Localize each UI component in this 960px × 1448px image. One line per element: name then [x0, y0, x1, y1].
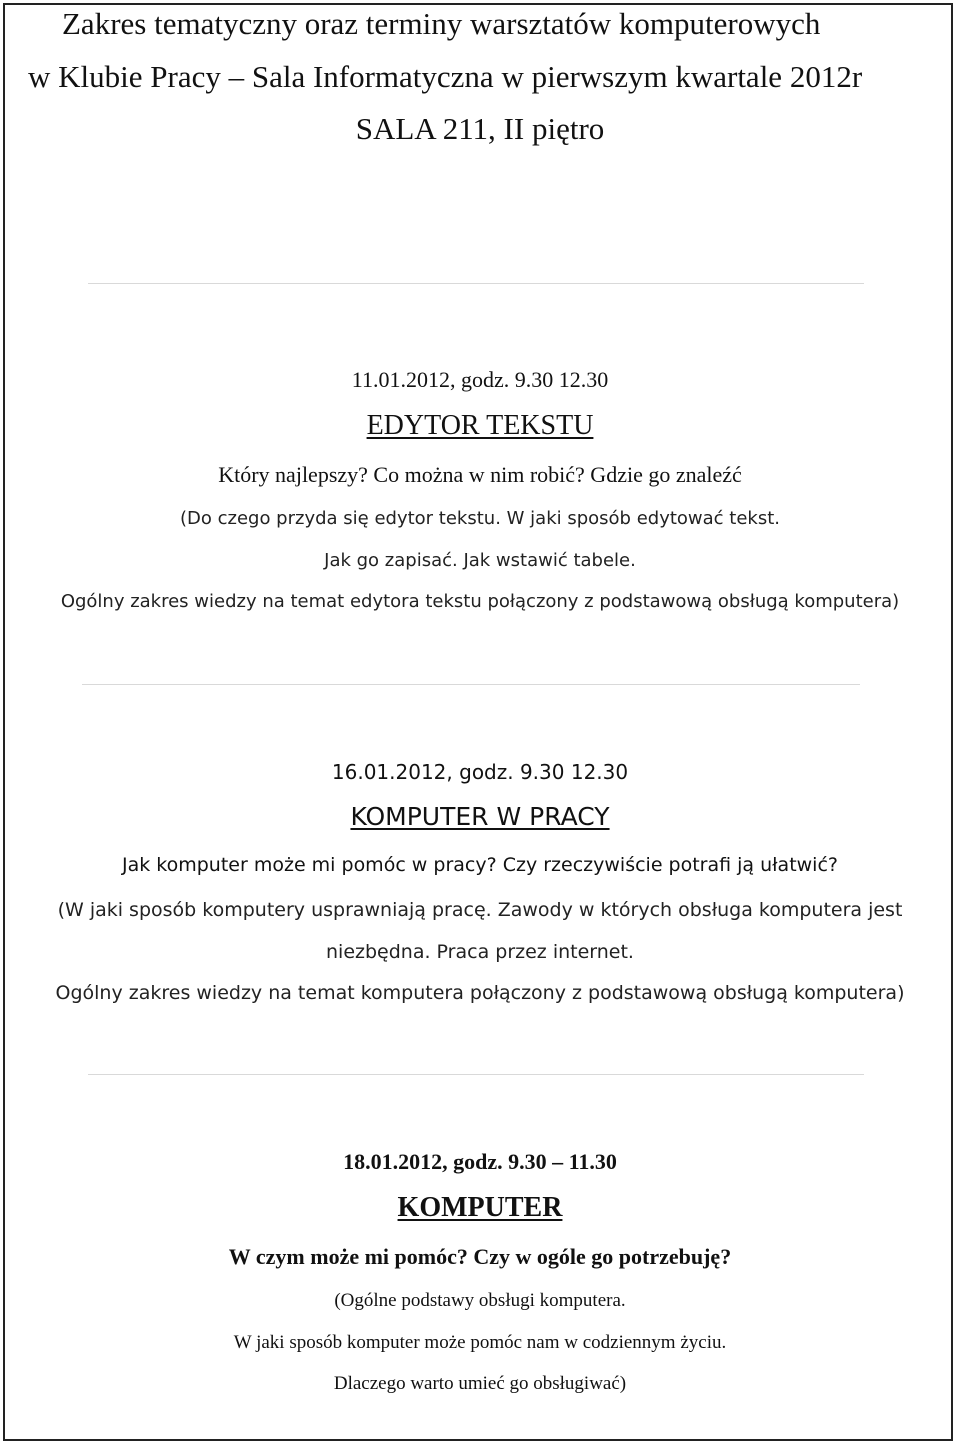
workshop-heading: KOMPUTER [397, 1192, 563, 1223]
workshop-date: 11.01.2012, godz. 9.30 12.30 [351, 367, 609, 392]
workshop-question: Który najlepszy? Co można w nim robić? Gdzie go znaleźć [218, 462, 742, 487]
page-border [3, 3, 953, 1441]
workshop-description-line: (Do czego przyda się edytor tekstu. W jaki sposób edytować tekst. [179, 508, 781, 529]
document-title-line-1: Zakres tematyczny oraz terminy warsztatów komputerowych [62, 6, 821, 41]
workshop-description-line: Jak go zapisać. Jak wstawić tabele. [324, 550, 636, 571]
workshop-heading: EDYTOR TEKSTU [366, 410, 594, 441]
workshop-heading: KOMPUTER W PRACY [350, 802, 610, 831]
workshop-description-line: W jaki sposób komputer może pomóc nam w codziennym życiu. [233, 1332, 727, 1353]
workshop-description-line: niezbędna. Praca przez internet. [326, 941, 634, 963]
room-info: SALA 211, II piętro [355, 111, 605, 146]
workshop-description-line: (Ogólne podstawy obsługi komputera. [334, 1290, 626, 1311]
workshop-date: 18.01.2012, godz. 9.30 – 11.30 [343, 1149, 617, 1174]
separator-rule [82, 684, 860, 685]
workshop-date: 16.01.2012, godz. 9.30 12.30 [331, 760, 629, 784]
workshop-question: Jak komputer może mi pomóc w pracy? Czy rzeczywiście potrafi ją ułatwić? [122, 854, 838, 876]
workshop-description-line: (W jaki sposób komputery usprawniają pracę. Zawody w których obsługa komputera jest [57, 899, 903, 921]
workshop-description-line: Ogólny zakres wiedzy na temat edytora tekstu połączony z podstawową obsługą komputera) [60, 591, 900, 612]
workshop-description-line: Ogólny zakres wiedzy na temat komputera połączony z podstawową obsługą komputera) [55, 982, 905, 1004]
document-title-line-2: w Klubie Pracy – Sala Informatyczna w pierwszym kwartale 2012r [28, 59, 863, 94]
workshop-question: W czym może mi pomóc? Czy w ogóle go potrzebuję? [228, 1244, 732, 1269]
separator-rule [88, 1074, 864, 1075]
workshop-description-line: Dlaczego warto umieć go obsługiwać) [333, 1373, 627, 1394]
separator-rule [88, 283, 864, 284]
